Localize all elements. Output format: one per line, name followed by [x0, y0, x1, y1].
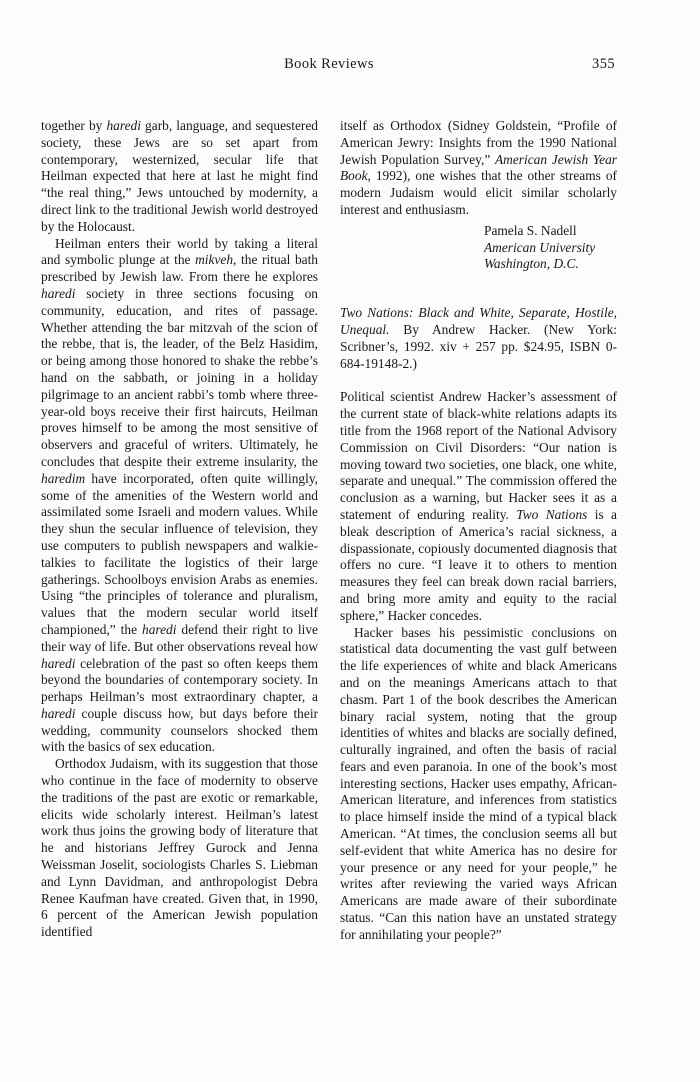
- text-run: society in three sections focusing on community, education, and rites of passage. Whether attending the bar mitzvah of the scion of the rebbe, that is, the leader, of the Belz Hasidim, or being among those honored to shake the rebbe’s hand on the sabbath, or joining in a holiday pilgrimage to an ancient rabbi’s tomb where three-year-old boys receive their first haircuts, Heilman proves himself to be among the most sensitive of observers and graceful of writers. Ultimately, he concludes that despite their extreme insularity, the: [41, 285, 318, 469]
- running-head: Book Reviews: [284, 56, 374, 72]
- italic-run: Two Nations: Black and White, Separate, Hostile, Unequal.: [340, 305, 617, 337]
- reviewer-location: Washington, D.C.: [484, 256, 579, 272]
- review-body-end: [340, 118, 617, 219]
- text-columns: [41, 118, 617, 944]
- text-run: , the ritual bath prescribed by Jewish law. From there he explores: [41, 252, 318, 285]
- text-run: Orthodox Judaism, with its suggestion that those who continue in the face of modernity to observe the traditions of the past are exotic or remarkable, elicits wide scholarly interest. Heilman’s latest work thus joins the growing body of literature that he and historians Jeffrey Gurock and Jenna Weissman Joselit, sociologists Charles S. Liebman and Lynn Davidman, and anthropologist Debra Renee Kaufman have created. Given that, in 1990, 6 percent of the American Jewish population identified: [41, 756, 318, 940]
- review-body: [340, 389, 617, 943]
- italic-run: mikveh: [195, 252, 234, 268]
- italic-run: haredi: [41, 705, 76, 721]
- paragraph: [41, 756, 318, 941]
- paragraph: [41, 236, 318, 757]
- paragraph: [340, 389, 617, 624]
- text-run: Heilman enters their world by taking a literal and symbolic plunge at the: [41, 235, 318, 268]
- italic-run: haredim: [41, 470, 86, 486]
- paragraph: [41, 118, 318, 236]
- page-content: [41, 0, 617, 944]
- italic-run: haredi: [106, 118, 141, 133]
- left-column: [41, 118, 318, 944]
- review-body-continued: [41, 118, 318, 941]
- text-run: defend their right to live their way of life. But other observations reveal how: [41, 621, 318, 654]
- text-run: Political scientist Andrew Hacker’s assessment of the current state of black-white relations adapts its title from the 1968 report of the National Advisory Commission on Civil Disorders: “Our nation is moving toward two societies, one black, one white, separate and unequal.” The commission offered the conclusion as a warning, but Hacker sees it as a statement of enduring reality.: [340, 389, 617, 522]
- italic-run: Two Nations: [516, 506, 588, 522]
- page-number: 355: [592, 56, 615, 72]
- text-run: By Andrew Hacker. (New York: Scribner’s, 1992. xiv + 257 pp. $24.95, ISBN 0-684-19148-2.): [340, 321, 617, 371]
- italic-run: haredi: [41, 655, 76, 671]
- book-citation: [340, 305, 617, 372]
- reviewer-signature: [484, 223, 617, 273]
- text-run: celebration of the past so often keeps them beyond the boundaries of contemporary society. In perhaps Heilman’s most extraordinary chapter, a: [41, 655, 318, 705]
- paragraph: [340, 118, 617, 219]
- italic-run: haredi: [142, 621, 177, 637]
- text-run: is a bleak description of America’s racial sickness, a dispassionate, copiously documented diagnosis that offers no cure. “I leave it to others to mention measures they feel can break down racial barriers, and bring more amity and equity to the racial sphere,” Hacker concedes.: [340, 506, 617, 623]
- italic-run: American Jewish Year Book: [340, 151, 617, 184]
- text-run: garb, language, and sequestered society, these Jews are so set apart from contemporary, westernized, secular life that Heilman expected that here at last he might find “the real thing,” Jews untouched by modernity, a direct link to the traditional Jewish world destroyed by the Holocaust.: [41, 118, 318, 234]
- right-column: [340, 118, 617, 944]
- page-header: [41, 56, 617, 74]
- reviewer-name: Pamela S. Nadell: [484, 222, 577, 238]
- text-run: , 1992), one wishes that the other streams of modern Judaism would elicit similar scholarly interest and enthusiasm.: [340, 168, 617, 217]
- italic-run: haredi: [41, 285, 76, 301]
- text-run: Hacker bases his pessimistic conclusions on statistical data documenting the vast gulf between the life experiences of white and black Americans and on the meanings Americans attach to that chasm. Part 1 of the book describes the American binary racial system, noting that the group identities of whites and blacks are socially defined, culturally ingrained, and often the basis of racial fears and even paranoia. In one of the book’s most interesting sections, Hacker uses empathy, African-American literature, and inferences from statistics to place himself inside the mind of a typical black American. “At times, the conclusion seems all but self-evident that white America has no desire for your presence or any need for your people,” he writes after reviewing the varied ways African Americans are made aware of their subordinate status. “Can this nation have an unstated strategy for annihilating your people?”: [340, 624, 617, 942]
- text-run: together by: [41, 118, 107, 133]
- text-run: couple discuss how, but days before their wedding, community counselors shocked them with the basics of sex education.: [41, 705, 318, 755]
- reviewer-affiliation: American University: [484, 239, 596, 255]
- text-run: itself as Orthodox (Sidney Goldstein, “Profile of American Jewry: Insights from the 1990 National Jewish Population Survey,”: [340, 118, 617, 167]
- paragraph: [340, 625, 617, 944]
- text-run: have incorporated, often quite willingly, some of the amenities of the Western world and assimilated some Israeli and modern values. While they shun the secular influence of television, they use computers to publish newspapers and walkie-talkies to facilitate the logistics of their large gatherings. Schoolboys envision Arabs as enemies. Using “the principles of tolerance and pluralism, values that the modern secular world itself championed,” the: [41, 470, 318, 637]
